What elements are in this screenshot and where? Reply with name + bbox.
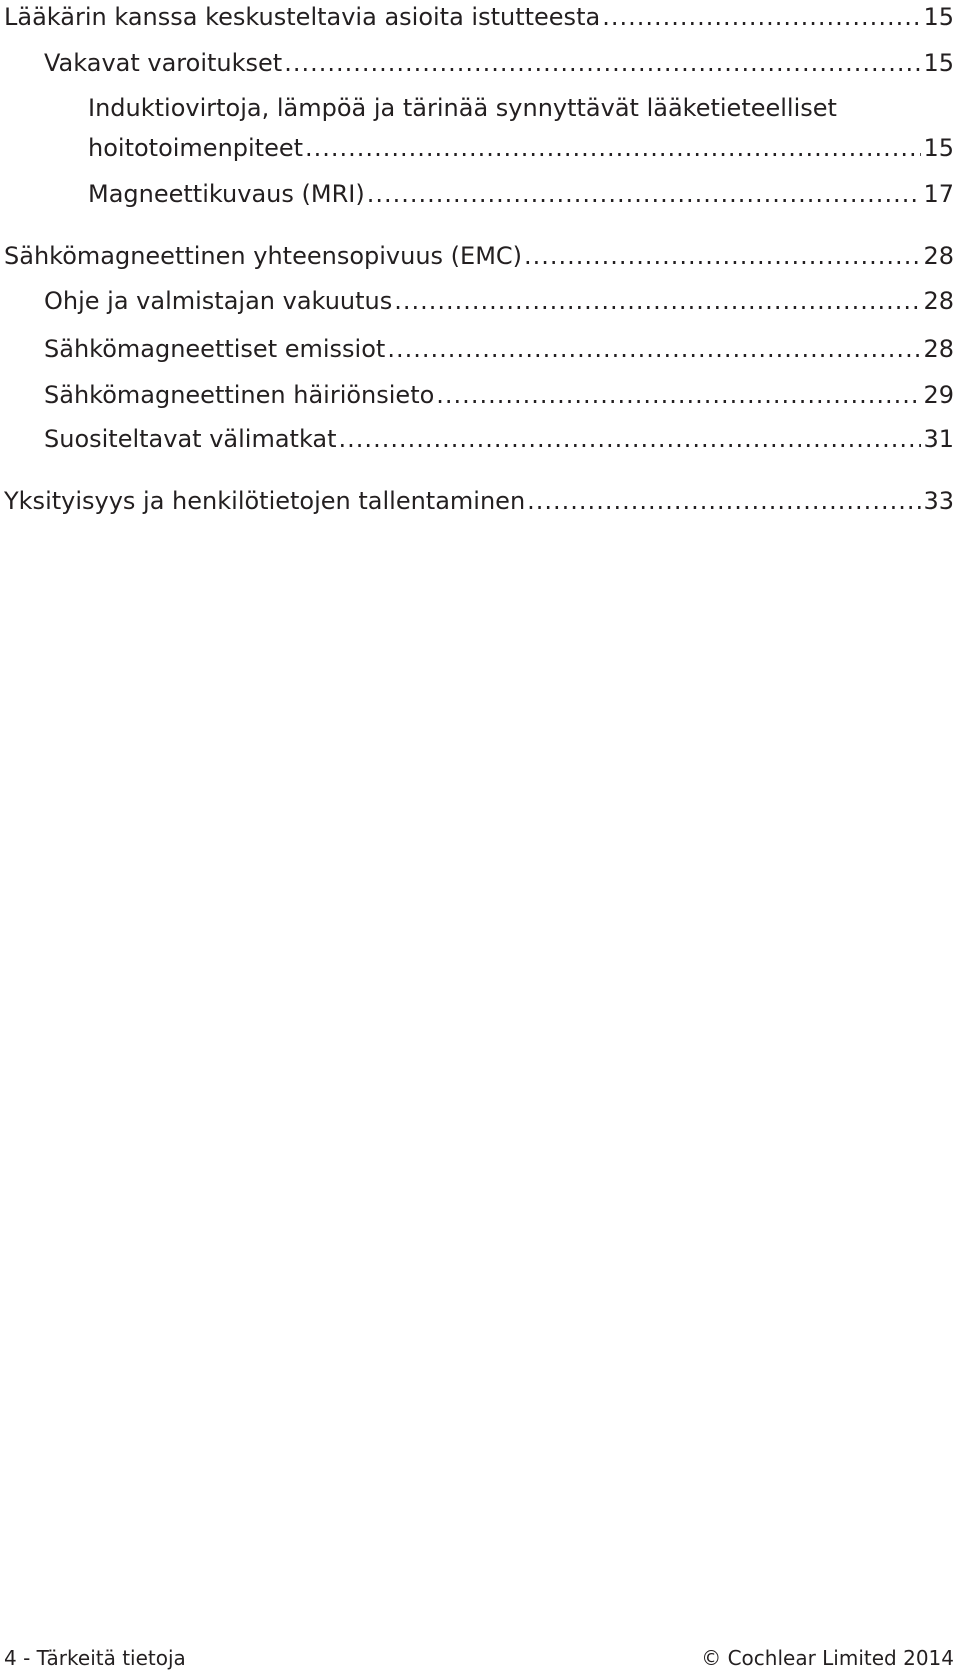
toc-entry-page: 15 [923, 3, 954, 31]
toc-entry-title: Vakavat varoitukset [44, 49, 283, 77]
toc-entry-title: Sähkömagneettiset emissiot [44, 335, 386, 363]
toc-leader-dots [305, 133, 921, 163]
toc-leader-dots [436, 380, 921, 410]
toc-leader-dots [394, 286, 921, 316]
toc-leader-dots [339, 424, 922, 454]
toc-entry-page: 17 [923, 180, 954, 208]
toc-entry-title: Lääkärin kanssa keskusteltavia asioita istutteesta [4, 3, 601, 31]
toc-entry[interactable] [44, 48, 954, 78]
toc-entry-page: 33 [923, 487, 954, 515]
toc-entry-title: Yksityisyys ja henkilötietojen tallentaminen [4, 487, 526, 515]
toc-entry-page: 28 [923, 335, 954, 363]
footer-page-label: 4 - Tärkeitä tietoja [4, 1646, 186, 1670]
toc-entry-title: Sähkömagneettinen häiriönsieto [44, 381, 435, 409]
toc-entry-page: 28 [923, 242, 954, 270]
toc-entry[interactable] [88, 179, 954, 209]
toc-entry-page: 31 [923, 425, 954, 453]
toc-entry[interactable] [44, 286, 954, 316]
toc-leader-dots [284, 48, 921, 78]
toc-entry[interactable] [4, 241, 954, 271]
toc-entry-title-line1[interactable]: Induktiovirtoja, lämpöä ja tärinää synnyttävät lääketieteelliset [88, 94, 837, 122]
toc-entry-title: Sähkömagneettinen yhteensopivuus (EMC) [4, 242, 523, 270]
toc-entry[interactable] [44, 380, 954, 410]
toc-leader-dots [527, 486, 921, 516]
footer-copyright: © Cochlear Limited 2014 [701, 1646, 954, 1670]
toc-entry[interactable] [4, 486, 954, 516]
toc-entry-title: hoitotoimenpiteet [88, 134, 304, 162]
toc-entry-page: 29 [923, 381, 954, 409]
toc-leader-dots [524, 241, 921, 271]
toc-entry[interactable] [44, 334, 954, 364]
toc-entry-title: Magneettikuvaus (MRI) [88, 180, 365, 208]
toc-entry-title: Suositeltavat välimatkat [44, 425, 337, 453]
toc-entry[interactable] [4, 2, 954, 32]
toc-entry-page: 15 [923, 49, 954, 77]
toc-leader-dots [387, 334, 921, 364]
page-footer [4, 1646, 954, 1670]
toc-entry-title: Ohje ja valmistajan vakuutus [44, 287, 393, 315]
toc-leader-dots [602, 2, 921, 32]
toc-entry[interactable] [88, 133, 954, 163]
toc-leader-dots [367, 179, 922, 209]
toc-entry-page: 28 [923, 287, 954, 315]
toc-entry[interactable] [44, 424, 954, 454]
toc-entry-page: 15 [923, 134, 954, 162]
